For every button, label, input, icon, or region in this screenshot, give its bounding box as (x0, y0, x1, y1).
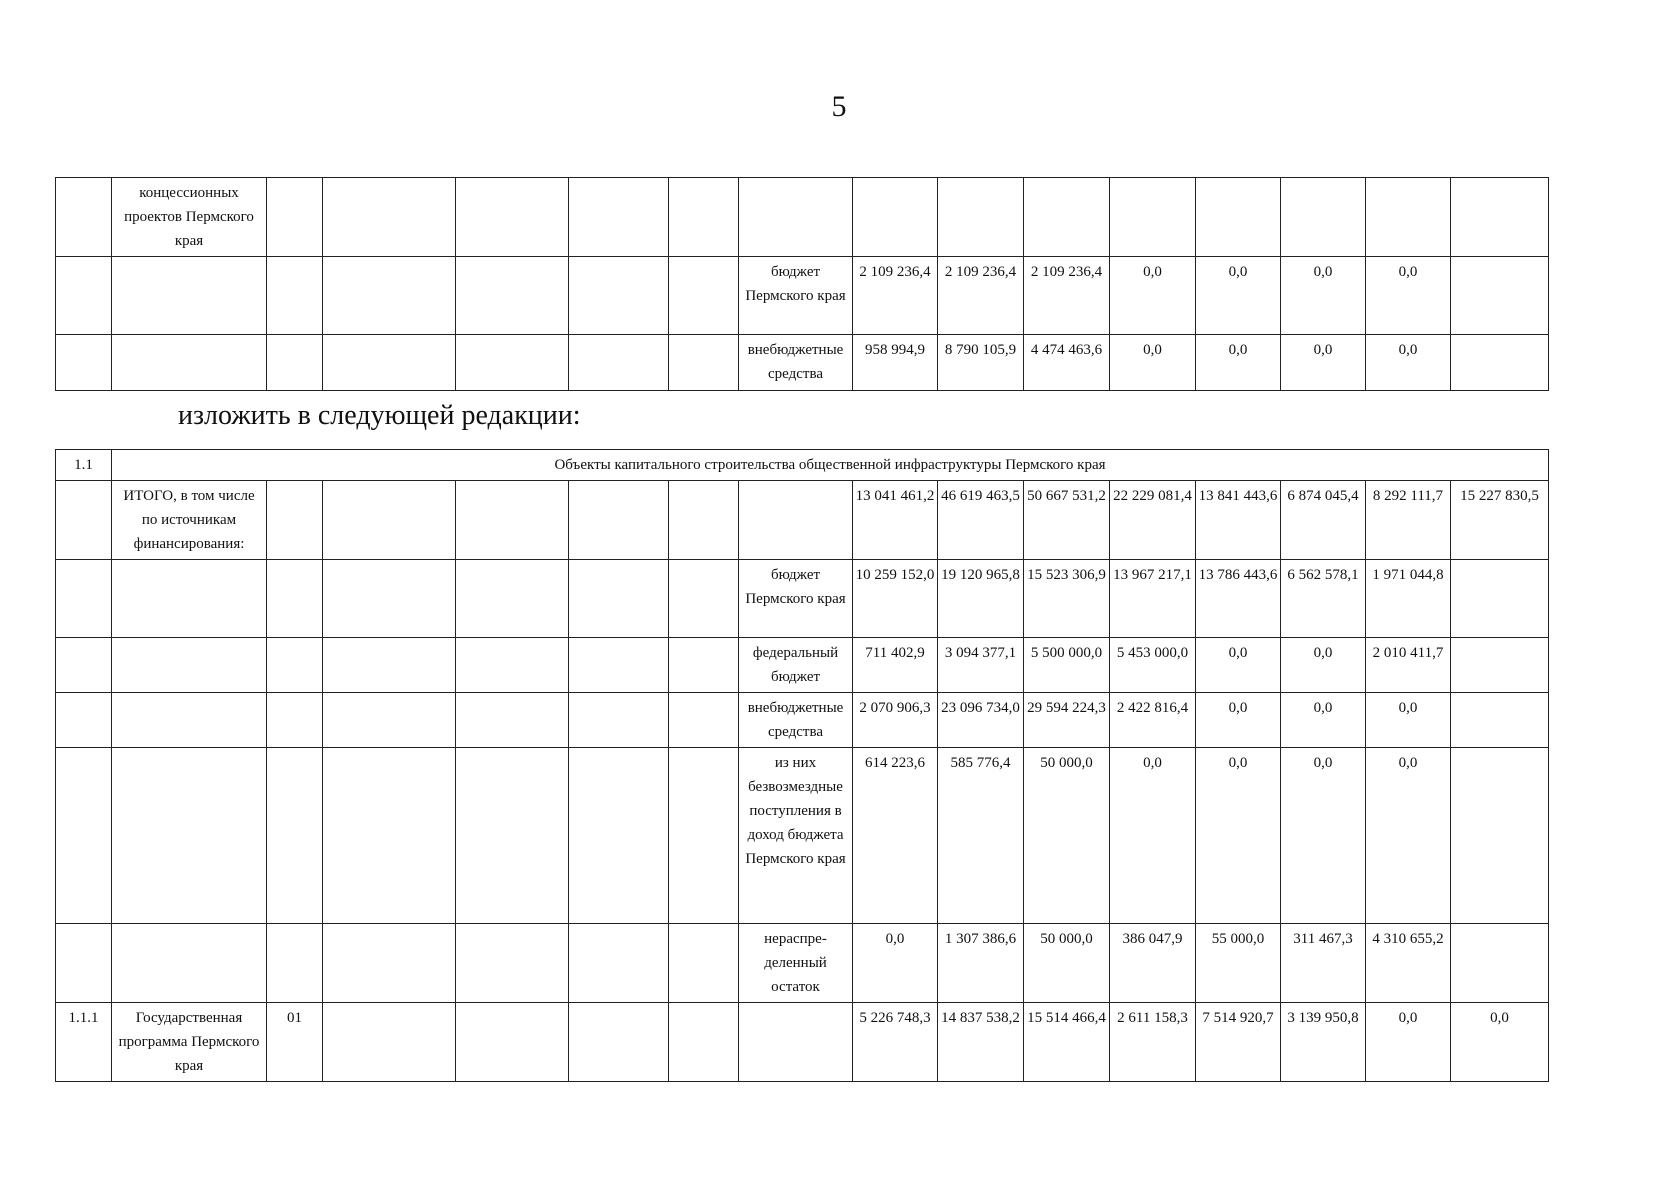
amount-cell (938, 178, 1024, 257)
empty-cell (456, 481, 569, 560)
amount-cell (1451, 335, 1549, 391)
empty-cell (569, 481, 669, 560)
empty-cell (669, 481, 739, 560)
empty-cell (456, 178, 569, 257)
amount-cell: 50 667 531,2 (1024, 481, 1110, 560)
amount-cell: 14 837 538,2 (938, 1003, 1024, 1082)
amount-cell: 23 096 734,0 (938, 693, 1024, 748)
table-row (56, 638, 1549, 693)
amount-cell: 2 109 236,4 (853, 257, 938, 335)
row-name-cell: ИТОГО, в том числе по источникам финансирования: (112, 481, 267, 560)
empty-cell (569, 638, 669, 693)
empty-cell (569, 1003, 669, 1082)
amount-cell: 0,0 (1281, 335, 1366, 391)
empty-cell (323, 178, 456, 257)
empty-cell (569, 748, 669, 924)
row-number-cell (56, 638, 112, 693)
empty-cell (456, 257, 569, 335)
funding-source-cell: нераспре-деленный остаток (739, 924, 853, 1003)
amount-cell (853, 178, 938, 257)
top-table (55, 177, 1549, 391)
amount-cell: 2 010 411,7 (1366, 638, 1451, 693)
amount-cell: 0,0 (1196, 257, 1281, 335)
funding-source-cell: внебюджетные средства (739, 693, 853, 748)
row-name-cell (112, 924, 267, 1003)
amount-cell: 0,0 (1110, 335, 1196, 391)
amount-cell: 15 227 830,5 (1451, 481, 1549, 560)
amount-cell: 0,0 (1366, 748, 1451, 924)
amount-cell: 2 109 236,4 (938, 257, 1024, 335)
row-number-cell (56, 560, 112, 638)
amount-cell: 0,0 (1366, 257, 1451, 335)
amount-cell: 0,0 (1196, 335, 1281, 391)
funding-source-cell: бюджет Пермского края (739, 257, 853, 335)
amount-cell: 1 307 386,6 (938, 924, 1024, 1003)
empty-cell (569, 335, 669, 391)
amount-cell: 2 611 158,3 (1110, 1003, 1196, 1082)
row-number-cell (56, 748, 112, 924)
empty-cell (456, 748, 569, 924)
row-number-cell (56, 335, 112, 391)
amount-cell: 0,0 (1281, 257, 1366, 335)
amount-cell (1451, 257, 1549, 335)
empty-cell (323, 1003, 456, 1082)
amount-cell: 3 139 950,8 (1281, 1003, 1366, 1082)
amount-cell: 13 041 461,2 (853, 481, 938, 560)
amount-cell: 15 523 306,9 (1024, 560, 1110, 638)
row-name-cell (112, 693, 267, 748)
bottom-table (55, 449, 1549, 1082)
empty-cell (669, 924, 739, 1003)
empty-cell (669, 748, 739, 924)
table-row (56, 748, 1549, 924)
empty-cell (669, 178, 739, 257)
amount-cell: 15 514 466,4 (1024, 1003, 1110, 1082)
empty-cell (456, 560, 569, 638)
amount-cell: 8 292 111,7 (1366, 481, 1451, 560)
empty-cell (323, 748, 456, 924)
section-row (56, 450, 1549, 481)
row-name-cell (112, 638, 267, 693)
row-code-cell: 01 (267, 1003, 323, 1082)
amount-cell: 711 402,9 (853, 638, 938, 693)
empty-cell (323, 481, 456, 560)
row-code-cell (267, 560, 323, 638)
amount-cell (1024, 178, 1110, 257)
amount-cell: 4 310 655,2 (1366, 924, 1451, 1003)
empty-cell (267, 257, 323, 335)
amount-cell: 0,0 (1451, 1003, 1549, 1082)
amount-cell: 585 776,4 (938, 748, 1024, 924)
amount-cell: 5 500 000,0 (1024, 638, 1110, 693)
row-number-cell (56, 257, 112, 335)
funding-source-cell: внебюджетные средства (739, 335, 853, 391)
table-row (56, 481, 1549, 560)
amount-cell: 386 047,9 (1110, 924, 1196, 1003)
table-row (56, 335, 1549, 391)
funding-source-cell: федеральный бюджет (739, 638, 853, 693)
empty-cell (569, 693, 669, 748)
amount-cell: 50 000,0 (1024, 924, 1110, 1003)
amount-cell: 19 120 965,8 (938, 560, 1024, 638)
amount-cell: 2 422 816,4 (1110, 693, 1196, 748)
amount-cell: 0,0 (1366, 693, 1451, 748)
amount-cell: 4 474 463,6 (1024, 335, 1110, 391)
amount-cell: 55 000,0 (1196, 924, 1281, 1003)
empty-cell (323, 924, 456, 1003)
row-code-cell (267, 481, 323, 560)
empty-cell (569, 560, 669, 638)
amount-cell (1451, 178, 1549, 257)
empty-cell (323, 335, 456, 391)
amount-cell: 13 967 217,1 (1110, 560, 1196, 638)
amount-cell: 50 000,0 (1024, 748, 1110, 924)
amount-cell (1451, 638, 1549, 693)
amount-cell (1281, 178, 1366, 257)
amount-cell (1451, 693, 1549, 748)
empty-cell (456, 335, 569, 391)
amount-cell: 5 226 748,3 (853, 1003, 938, 1082)
amount-cell (1451, 560, 1549, 638)
amount-cell: 0,0 (1196, 638, 1281, 693)
empty-cell (456, 924, 569, 1003)
empty-cell (669, 257, 739, 335)
funding-source-cell (739, 481, 853, 560)
row-name-cell: концессионных проектов Пермского края (112, 178, 267, 257)
empty-cell (323, 257, 456, 335)
row-code-cell (267, 924, 323, 1003)
amount-cell (1451, 924, 1549, 1003)
table-row (56, 560, 1549, 638)
amount-cell: 2 109 236,4 (1024, 257, 1110, 335)
amount-cell: 0,0 (1366, 1003, 1451, 1082)
amount-cell: 2 070 906,3 (853, 693, 938, 748)
table-row (56, 178, 1549, 257)
funding-source-cell: бюджет Пермского края (739, 560, 853, 638)
amount-cell: 3 094 377,1 (938, 638, 1024, 693)
empty-cell (267, 178, 323, 257)
empty-cell (569, 924, 669, 1003)
amount-cell: 13 786 443,6 (1196, 560, 1281, 638)
empty-cell (456, 1003, 569, 1082)
row-number-cell (56, 693, 112, 748)
amount-cell: 10 259 152,0 (853, 560, 938, 638)
amount-cell: 13 841 443,6 (1196, 481, 1281, 560)
row-code-cell (267, 638, 323, 693)
amount-cell: 0,0 (1366, 335, 1451, 391)
row-name-cell (112, 335, 267, 391)
funding-source-cell: из них безвозмездные поступления в доход бюджета Пермского края (739, 748, 853, 924)
amount-cell: 0,0 (853, 924, 938, 1003)
amount-cell (1196, 178, 1281, 257)
empty-cell (569, 257, 669, 335)
row-code-cell (267, 693, 323, 748)
amount-cell: 46 619 463,5 (938, 481, 1024, 560)
empty-cell (267, 335, 323, 391)
page-number: 5 (831, 90, 847, 123)
row-name-cell (112, 560, 267, 638)
empty-cell (456, 638, 569, 693)
empty-cell (669, 638, 739, 693)
row-number-cell (56, 178, 112, 257)
amount-cell (1366, 178, 1451, 257)
empty-cell (323, 560, 456, 638)
amount-cell: 0,0 (1196, 693, 1281, 748)
table-row (56, 693, 1549, 748)
row-code-cell (267, 748, 323, 924)
row-number-cell: 1.1.1 (56, 1003, 112, 1082)
empty-cell (323, 693, 456, 748)
section-title: Объекты капитального строительства общественной инфраструктуры Пермского края (112, 450, 1549, 481)
amount-cell: 29 594 224,3 (1024, 693, 1110, 748)
amount-cell: 0,0 (1281, 638, 1366, 693)
amount-cell: 6 562 578,1 (1281, 560, 1366, 638)
amount-cell: 5 453 000,0 (1110, 638, 1196, 693)
empty-cell (569, 178, 669, 257)
funding-source-cell (739, 178, 853, 257)
amount-cell: 0,0 (1281, 748, 1366, 924)
amount-cell: 311 467,3 (1281, 924, 1366, 1003)
amount-cell: 1 971 044,8 (1366, 560, 1451, 638)
amendment-heading: изложить в следующей редакции: (178, 400, 581, 431)
table-row (56, 257, 1549, 335)
amount-cell: 8 790 105,9 (938, 335, 1024, 391)
amount-cell: 0,0 (1281, 693, 1366, 748)
amount-cell: 958 994,9 (853, 335, 938, 391)
amount-cell: 614 223,6 (853, 748, 938, 924)
amount-cell (1110, 178, 1196, 257)
amount-cell: 7 514 920,7 (1196, 1003, 1281, 1082)
empty-cell (456, 693, 569, 748)
empty-cell (323, 638, 456, 693)
table-row (56, 1003, 1549, 1082)
row-number-cell (56, 924, 112, 1003)
row-number-cell (56, 481, 112, 560)
table-row (56, 924, 1549, 1003)
empty-cell (669, 335, 739, 391)
empty-cell (669, 693, 739, 748)
amount-cell: 0,0 (1110, 748, 1196, 924)
amount-cell: 22 229 081,4 (1110, 481, 1196, 560)
amount-cell: 6 874 045,4 (1281, 481, 1366, 560)
row-name-cell: Государственная программа Пермского края (112, 1003, 267, 1082)
section-number: 1.1 (56, 450, 112, 481)
funding-source-cell (739, 1003, 853, 1082)
amount-cell: 0,0 (1196, 748, 1281, 924)
empty-cell (669, 1003, 739, 1082)
row-name-cell (112, 257, 267, 335)
amount-cell: 0,0 (1110, 257, 1196, 335)
amount-cell (1451, 748, 1549, 924)
empty-cell (669, 560, 739, 638)
row-name-cell (112, 748, 267, 924)
